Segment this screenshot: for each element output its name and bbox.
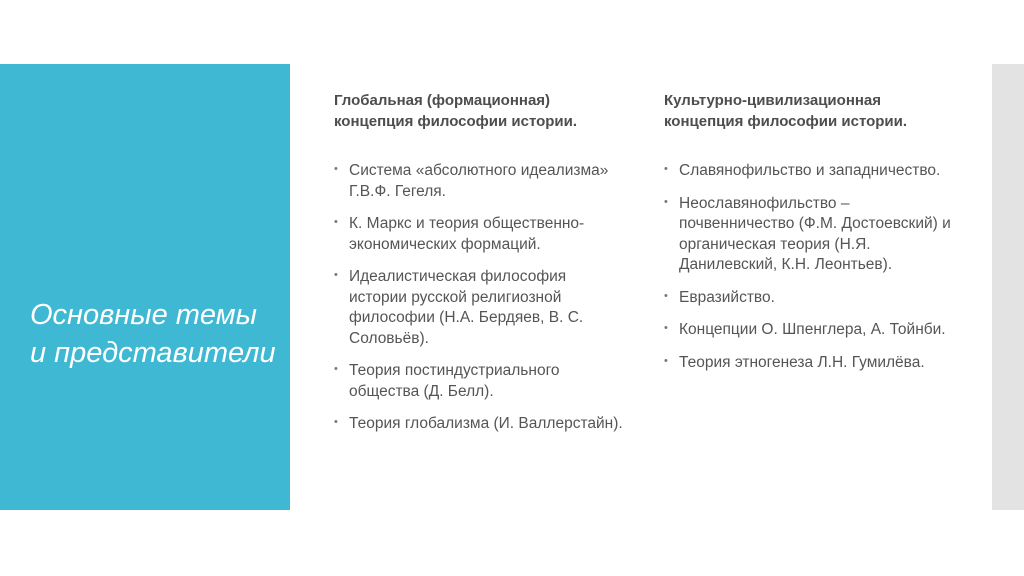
decorative-strip: [992, 64, 1024, 510]
bullet-icon: •: [334, 216, 338, 228]
column-heading: Глобальная (формационная) концепция философии истории.: [334, 92, 578, 130]
bullet-icon: •: [664, 195, 668, 208]
column-heading: Культурно-цивилизационная концепция философии истории.: [664, 92, 908, 130]
bullet-icon: •: [334, 163, 338, 175]
list-item: [334, 267, 624, 349]
bullet-list: [664, 161, 964, 373]
list-item-text: Неославянофильство – почвенничество (Ф.М. Достоевский) и органическая теория (Н.Я. Данилевский, К.Н. Леонтьев).: [679, 194, 951, 273]
bullet-icon: •: [334, 363, 338, 375]
list-item: [664, 161, 964, 182]
bullet-icon: •: [664, 163, 668, 175]
list-item-text: Концепции О. Шпенглера, А. Тойнби.: [679, 321, 946, 338]
list-item-text: Идеалистическая философия истории русской религиозной философии (Н.А. Бердяев, В. С. Соловьёв).: [349, 268, 584, 347]
list-item: [664, 288, 964, 309]
list-item-text: Евразийство.: [679, 288, 775, 306]
list-item-text: Система «абсолютного идеализма» Г.В.Ф. Гегеля.: [349, 162, 609, 200]
bullet-list: [334, 161, 624, 435]
list-item: [664, 194, 964, 276]
column-civilizational: [664, 90, 964, 385]
bullet-icon: •: [664, 289, 668, 302]
column-global: [334, 90, 624, 447]
slide-title: Основные темы и представители: [30, 299, 276, 369]
bullet-icon: •: [664, 354, 668, 367]
title-panel: [0, 64, 290, 510]
list-item: [334, 414, 624, 435]
list-item: [664, 320, 964, 341]
list-item: [334, 214, 624, 255]
bullet-icon: •: [334, 416, 338, 428]
list-item-text: К. Маркс и теория общественно-экономических формаций.: [349, 215, 585, 253]
list-item-text: Теория этногенеза Л.Н. Гумилёва.: [679, 353, 925, 371]
list-item-text: Теория глобализма (И. Валлерстайн).: [349, 415, 623, 432]
list-item: [334, 161, 624, 202]
bullet-icon: •: [664, 322, 668, 334]
list-item-text: Славянофильство и западничество.: [679, 162, 941, 179]
list-item-text: Теория постиндустриального общества (Д. Белл).: [349, 362, 560, 400]
bullet-icon: •: [334, 269, 338, 281]
list-item: [334, 361, 624, 402]
list-item: [664, 353, 964, 374]
